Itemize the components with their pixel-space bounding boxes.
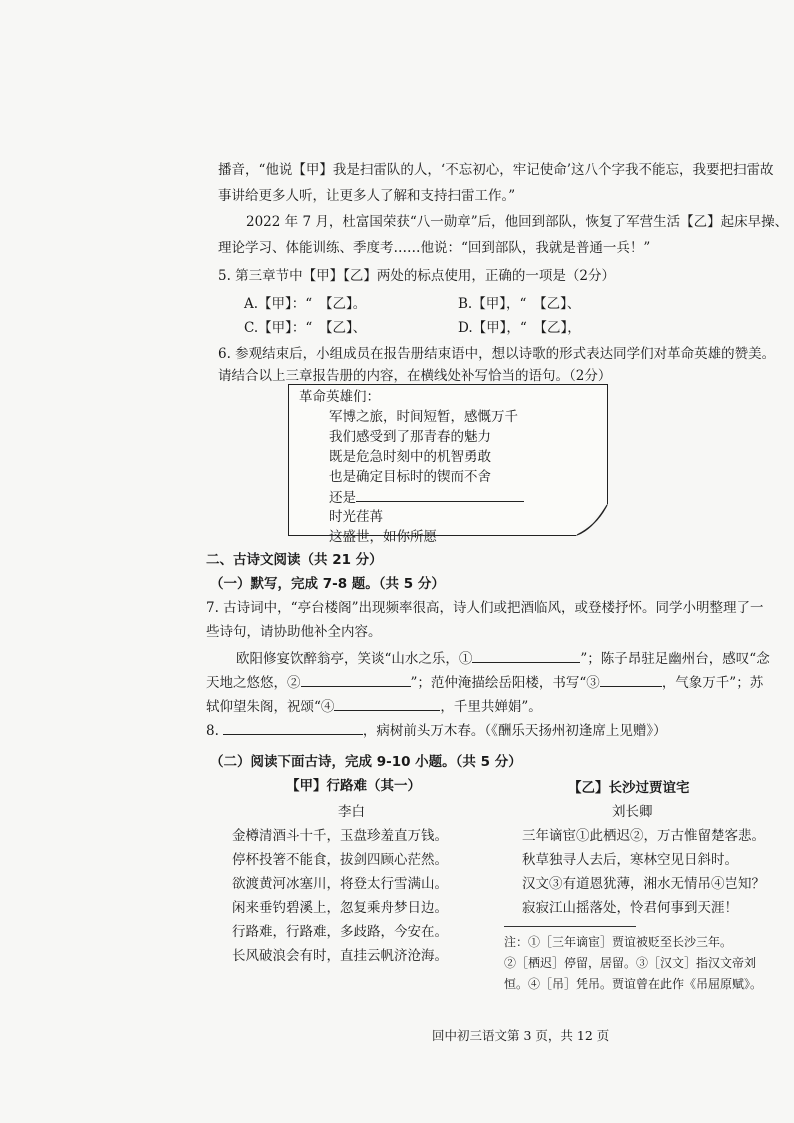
subsection-title: （二）阅读下面古诗，完成 9-10 小题。（共 5 分）: [210, 754, 522, 770]
footnote-divider: [504, 926, 636, 927]
question-7-text: 欧阳修宴饮醉翁亭，笑谈“山水之乐，①: [236, 651, 473, 667]
answer-blank-3[interactable]: [600, 672, 662, 687]
footnote-line: 恒。④［吊］凭吊。贾谊曾在此作《吊屈原赋》。: [504, 977, 763, 991]
question-7-text: ”；范仲淹描绘岳阳楼，书写“③: [410, 675, 600, 691]
poem-b-author: 刘长卿: [612, 804, 653, 820]
passage-line: 播音，“他说【甲】我是扫雷队的人，‘不忘初心，牢记使命’这八个字我不能忘，我要把扫雷故: [218, 162, 774, 178]
poem-line: 金樽清酒斗十千，玉盘珍羞直万钱。: [232, 828, 448, 844]
note-line: 军博之旅，时间短暂，感慨万千: [329, 409, 518, 425]
footnote-line: ②［栖迟］停留，居留。③［汉文］指汉文帝刘: [504, 956, 757, 970]
poem-a-title: 【甲】行路难（其一）: [286, 778, 421, 794]
poem-a-body: [232, 824, 448, 968]
passage-line: 2022 年 7 月，杜富国荣获“八一勋章”后，他回到部队，恢复了军营生活【乙】起床早操、: [246, 214, 789, 230]
question-6-line: 请结合以上三章报告册的内容，在横线处补写恰当的语句。（2分）: [218, 368, 612, 384]
question-7-line: 7. 古诗词中，“亭台楼阁”出现频率很高，诗人们或把酒临风，或登楼抒怀。同学小明整理了一: [206, 600, 764, 616]
poem-note-card: [288, 384, 608, 545]
answer-blank-2[interactable]: [301, 672, 411, 687]
footnote-line: 注：①［三年谪宦］贾谊被贬至长沙三年。: [504, 935, 733, 949]
note-line: 时光荏苒: [329, 509, 383, 525]
poem-line: 寂寂江山摇落处，怜君何事到天涯！: [522, 900, 738, 916]
question-8-number: 8.: [206, 723, 219, 739]
option-b[interactable]: B.【甲】，“ 【乙】、: [458, 296, 581, 312]
poem-a-author: 李白: [338, 804, 365, 820]
note-title: 革命英雄们：: [299, 389, 380, 405]
question-7-text: 天地之悠悠，②: [206, 675, 301, 691]
subsection-title: （一）默写，完成 7-8 题。（共 5 分）: [210, 576, 445, 592]
option-a[interactable]: A.【甲】：“ 【乙】。: [244, 296, 367, 312]
poem-line: 停杯投箸不能食，拔剑四顾心茫然。: [232, 852, 448, 868]
question-7-text: 轼仰望朱阁，祝颂“④: [206, 699, 335, 715]
poem-line: 三年谪宦①此栖迟②，万古惟留楚客悲。: [522, 828, 765, 844]
question-7-text: ，千里共婵娟”。: [440, 699, 542, 715]
poem-line: 欲渡黄河冰塞川，将登太行雪满山。: [232, 876, 448, 892]
question-7-text: ”；陈子昂驻足幽州台，感叹“念: [580, 651, 770, 667]
answer-blank-1[interactable]: [472, 648, 580, 663]
option-c[interactable]: C.【甲】：“ 【乙】、: [244, 320, 367, 336]
note-line: 这盛世，如你所愿: [329, 529, 437, 545]
poem-line: 长风破浪会有时，直挂云帆济沧海。: [232, 948, 448, 964]
note-line: 既是危急时刻中的机智勇敢: [329, 449, 491, 465]
passage-line: 理论学习、体能训练、季度考……他说：“回到部队，我就是普通一兵！”: [218, 240, 651, 256]
section-title: 二、古诗文阅读（共 21 分）: [206, 552, 383, 568]
note-blank-prefix: 还是: [329, 490, 356, 506]
option-d[interactable]: D.【甲】，“ 【乙】，: [458, 320, 581, 336]
note-line: 也是确定目标时的锲而不舍: [329, 469, 491, 485]
question-5-stem: 5. 第三章节中【甲】【乙】两处的标点使用，正确的一项是（2分）: [218, 268, 616, 284]
page-curl-icon: [575, 503, 609, 537]
question-8-text: ，病树前头万木春。（《酬乐天扬州初逢席上见赠》）: [362, 723, 667, 739]
answer-blank-8[interactable]: [223, 720, 363, 735]
poem-b-body: [522, 824, 765, 920]
poem-line: 行路难，行路难，多歧路，今安在。: [232, 924, 448, 940]
question-7-line: 些诗句，请协助他补全内容。: [206, 624, 382, 640]
page-footer: 回中初三语文第 3 页，共 12 页: [432, 1028, 610, 1043]
answer-blank[interactable]: [356, 487, 524, 502]
answer-blank-4[interactable]: [334, 696, 440, 711]
poem-line: 秋草独寻人去后，寒林空见日斜时。: [522, 852, 738, 868]
poem-line: 汉文③有道恩犹薄，湘水无情吊④岂知？: [522, 876, 765, 892]
passage-line: 事讲给更多人听，让更多人了解和支持扫雷工作。”: [218, 188, 516, 204]
note-line: 我们感受到了那青春的魅力: [329, 429, 491, 445]
question-6-line: 6. 参观结束后，小组成员在报告册结束语中，想以诗歌的形式表达同学们对革命英雄的赞美。: [218, 346, 776, 362]
poem-b-title: 【乙】长沙过贾谊宅: [568, 780, 690, 796]
question-7-text: ，气象万千”；苏: [661, 675, 764, 691]
poem-b-notes: [504, 932, 762, 995]
poem-line: 闲来垂钓碧溪上，忽复乘舟梦日边。: [232, 900, 448, 916]
